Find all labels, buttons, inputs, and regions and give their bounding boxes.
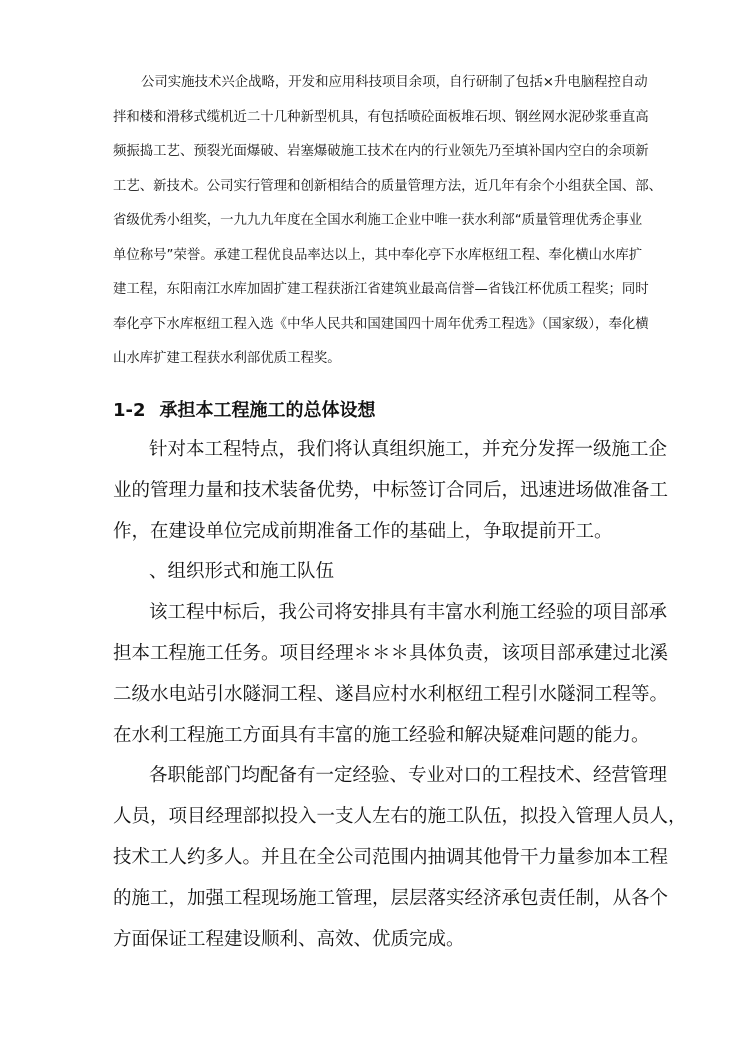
text-line: 奉化亭下水库枢纽工程入选《中华人民共和国建国四十周年优秀工程选》（国家级），奉化横 (113, 316, 649, 332)
text-line: 方面保证工程建设顺利、高效、优质完成。 (113, 928, 465, 950)
body-text (113, 436, 687, 966)
text-line: 频振捣工艺、预裂光面爆破、岩塞爆破施工技术在内的行业领先乃至填补国内空白的余项新 (113, 144, 649, 159)
text-line: 二级水电站引水隧洞工程、遂昌应村水利枢纽工程引水隧洞工程等。 (113, 683, 669, 705)
subheading: 、组织形式和施工队伍 (149, 561, 335, 583)
text-line: 山水库扩建工程获水利部优质工程奖。 (113, 351, 341, 366)
text-line: 单位称号”荣誉。承建工程优良品率达以上，其中奉化亭下水库枢纽工程、奉化横山水库扩 (113, 247, 643, 263)
text-line: 担本工程施工任务。项目经理＊＊＊具体负责，该项目部承建过北溪 (113, 642, 669, 664)
section-number: 1-2 (113, 400, 146, 421)
text-line: 建工程，东阳南江水库加固扩建工程获浙江省建筑业最高信誉—省钱江杯优质工程奖；同时 (113, 282, 649, 297)
text-line: 技术工人约多人。并且在全公司范围内抽调其他骨干力量参加本工程 (113, 846, 669, 868)
text-line: 业的管理力量和技术装备优势，中标签订合同后，迅速进场做准备工 (113, 479, 669, 501)
text-line: 的施工，加强工程现场施工管理，层层落实经济承包责任制，从各个 (113, 887, 669, 909)
text-line: 该工程中标后，我公司将安排具有丰富水利施工经验的项目部承 (149, 602, 668, 624)
text-line: 公司实施技术兴企战略，开发和应用科技项目余项，自行研制了包括×升电脑程控自动 (141, 75, 648, 90)
intro-paragraph (113, 72, 663, 383)
text-line: 人员，项目经理部拟投入一支人左右的施工队伍，拟投入管理人员人， (113, 806, 687, 828)
text-line: 在水利工程施工方面具有丰富的施工经验和解决疑难问题的能力。 (113, 724, 650, 746)
section-title: 承担本工程施工的总体设想 (159, 400, 376, 421)
text-line: 工艺、新技术。公司实行管理和创新相结合的质量管理方法，近几年有余个小组获全国、部、 (113, 178, 663, 194)
text-line: 作，在建设单位完成前期准备工作的基础上，争取提前开工。 (113, 520, 613, 542)
text-line: 省级优秀小组奖，一九九九年度在全国水利施工企业中唯一获水利部“质量管理优秀企事业 (113, 213, 643, 228)
section-heading (113, 396, 390, 422)
text-line: 各职能部门均配备有一定经验、专业对口的工程技术、经营管理 (149, 765, 668, 787)
text-line: 针对本工程特点，我们将认真组织施工，并充分发挥一级施工企 (149, 439, 668, 460)
text-line: 拌和楼和滑移式缆机近二十几种新型机具，有包括喷砼面板堆石坝、钢丝网水泥砂浆垂直高 (113, 109, 649, 125)
